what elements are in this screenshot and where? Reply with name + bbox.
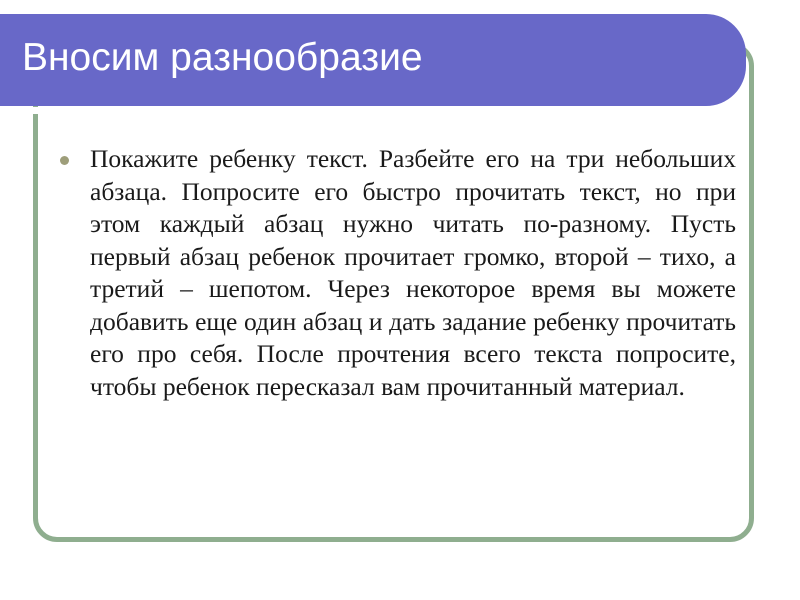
slide-title: Вносим разнообразие — [22, 36, 423, 79]
bullet-text: Покажите ребенку текст. Разбейте его на три небольших абзаца. Попросите его быстро прочитать текст, но при этом каждый абзац нужно читать по-разному. Пусть первый абзац ребенок прочитает громко, второй – тихо, а третий – шепотом. Через некоторое время вы можете добавить еще один абзац и дать задание ребенку прочитать его про себя. После прочтения всего текста попросите, чтобы ребенок пересказал вам прочитанный материал. — [90, 144, 736, 401]
bullet-dot-icon — [60, 156, 69, 165]
title-underline — [0, 107, 706, 114]
